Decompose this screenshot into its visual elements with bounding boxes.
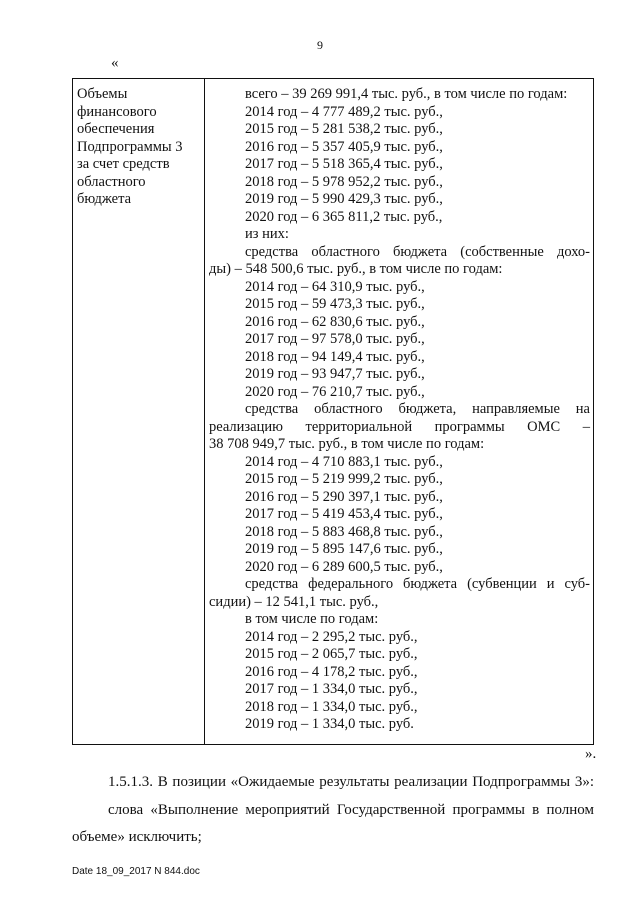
label-line: областного bbox=[77, 173, 146, 190]
year-line: 2016 год – 5 357 405,9 тыс. руб., bbox=[245, 138, 443, 155]
paragraph-item-1-5-1-3: 1.5.1.3. В позиции «Ожидаемые результаты реализации Подпрограммы 3»: bbox=[108, 774, 594, 790]
year-line: 2014 год – 4 710 883,1 тыс. руб., bbox=[245, 453, 443, 470]
table-value-cell bbox=[209, 86, 590, 734]
year-line: 2020 год – 6 365 811,2 тыс. руб., bbox=[245, 208, 443, 225]
label-line: финансового bbox=[77, 103, 157, 120]
year-line: 2015 год – 2 065,7 тыс. руб., bbox=[245, 646, 418, 662]
oms-total: 38 708 949,7 тыс. руб., в том числе по годам: bbox=[209, 436, 485, 452]
year-line: 2014 год – 64 310,9 тыс. руб., bbox=[245, 278, 425, 295]
year-line: 2016 год – 4 178,2 тыс. руб., bbox=[245, 663, 418, 680]
year-line: 2015 год – 5 281 538,2 тыс. руб., bbox=[245, 121, 443, 137]
year-line: 2016 год – 62 830,6 тыс. руб., bbox=[245, 313, 425, 330]
year-line: 2018 год – 5 883 468,8 тыс. руб., bbox=[245, 523, 443, 540]
year-line: 2019 год – 1 334,0 тыс. руб. bbox=[245, 716, 414, 732]
own-income-total: ды) – 548 500,6 тыс. руб., в том числе по годам: bbox=[209, 261, 503, 277]
file-footer: Date 18_09_2017 N 844.doc bbox=[72, 866, 200, 877]
total-funding-line: всего – 39 269 991,4 тыс. руб., в том числе по годам: bbox=[245, 86, 568, 102]
oms-heading: средства областного бюджета, направляемые на bbox=[245, 401, 590, 417]
year-line: 2017 год – 97 578,0 тыс. руб., bbox=[245, 331, 425, 347]
label-line: бюджета bbox=[77, 191, 132, 207]
page-number: 9 bbox=[317, 38, 323, 52]
label-line: обеспечения bbox=[77, 121, 155, 137]
own-income-heading: средства областного бюджета (собственные дохо- bbox=[245, 243, 590, 260]
year-line: 2020 год – 76 210,7 тыс. руб., bbox=[245, 383, 425, 400]
year-line: 2015 год – 59 473,3 тыс. руб., bbox=[245, 296, 425, 312]
federal-heading: средства федерального бюджета (субвенции и суб- bbox=[245, 576, 590, 592]
year-line: 2018 год – 5 978 952,2 тыс. руб., bbox=[245, 173, 443, 190]
year-line: 2018 год – 94 149,4 тыс. руб., bbox=[245, 348, 425, 365]
label-line: за счет средств bbox=[77, 156, 170, 172]
closing-quote: ». bbox=[585, 746, 597, 762]
federal-total: сидии) – 12 541,1 тыс. руб., bbox=[209, 593, 379, 610]
year-line: 2020 год – 6 289 600,5 тыс. руб., bbox=[245, 558, 443, 575]
year-line: 2019 год – 5 895 147,6 тыс. руб., bbox=[245, 541, 443, 557]
year-line: 2016 год – 5 290 397,1 тыс. руб., bbox=[245, 488, 443, 505]
label-line: Объемы bbox=[77, 86, 128, 102]
year-line: 2015 год – 5 219 999,2 тыс. руб., bbox=[245, 471, 443, 487]
year-line: 2014 год – 2 295,2 тыс. руб., bbox=[245, 628, 418, 645]
table-label-cell bbox=[77, 86, 201, 209]
column-divider bbox=[204, 79, 205, 744]
paragraph-words: слова «Выполнение мероприятий Государственной программы в полном bbox=[108, 802, 594, 818]
label-line: Подпрограммы 3 bbox=[77, 138, 183, 155]
of-them-line: из них: bbox=[245, 226, 289, 242]
year-line: 2017 год – 1 334,0 тыс. руб., bbox=[245, 681, 418, 697]
year-line: 2017 год – 5 518 365,4 тыс. руб., bbox=[245, 156, 443, 172]
funding-table bbox=[72, 78, 594, 745]
year-line: 2019 год – 93 947,7 тыс. руб., bbox=[245, 366, 425, 382]
oms-heading-cont: реализацию территориальной программы ОМС – bbox=[209, 418, 590, 435]
year-line: 2019 год – 5 990 429,3 тыс. руб., bbox=[245, 191, 443, 207]
federal-by-years: в том числе по годам: bbox=[245, 611, 379, 627]
year-line: 2014 год – 4 777 489,2 тыс. руб., bbox=[245, 103, 443, 120]
paragraph-exclude: объеме» исключить; bbox=[72, 829, 202, 845]
year-line: 2018 год – 1 334,0 тыс. руб., bbox=[245, 698, 418, 715]
year-line: 2017 год – 5 419 453,4 тыс. руб., bbox=[245, 506, 443, 522]
opening-quote: « bbox=[111, 55, 119, 71]
